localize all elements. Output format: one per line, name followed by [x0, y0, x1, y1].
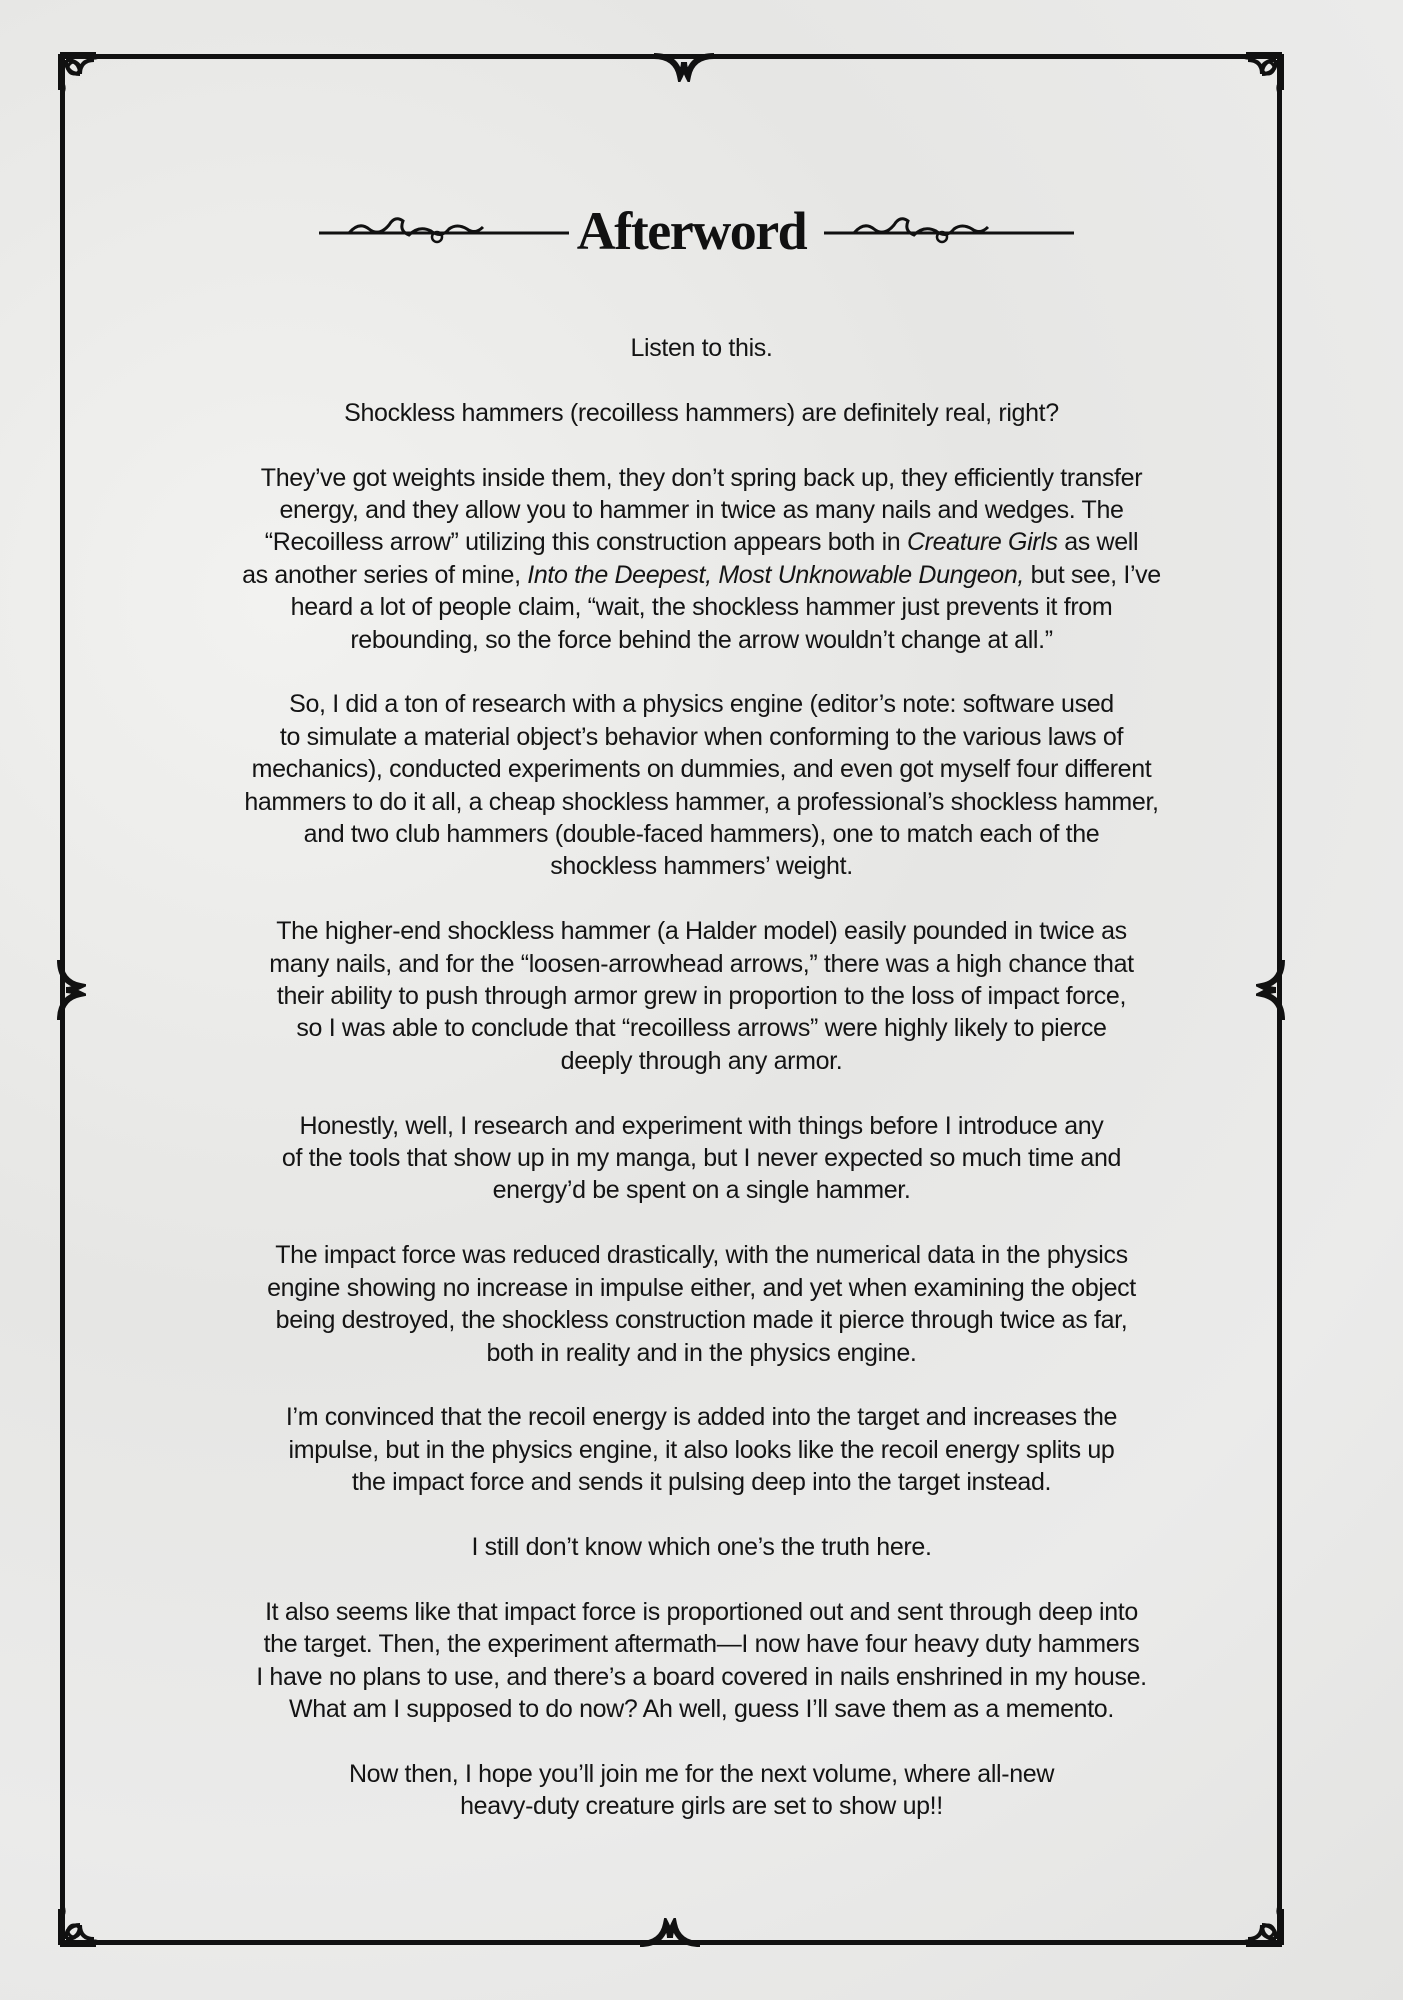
text-line	[110, 559, 1293, 591]
flourish-right-icon	[814, 211, 1084, 251]
text-line: hammers to do it all, a cheap shockless hammer, a professional’s shockless hammer,	[244, 787, 1159, 816]
italic-title-text: Into the Deepest, Most Unknowable Dungeon,	[527, 560, 1025, 589]
text-line: the target. Then, the experiment aftermath—I now have four heavy duty hammers	[263, 1630, 1140, 1659]
left-notch-ornament-icon	[56, 958, 86, 1022]
text-line: deeply through any armor.	[560, 1046, 843, 1075]
text-line: energy’d be spent on a single hammer.	[492, 1176, 911, 1205]
text-line: to simulate a material object’s behavior when conforming to the various laws of	[279, 722, 1124, 751]
paragraph	[110, 462, 1293, 656]
text-line: many nails, and for the “loosen-arrowhead arrows,” there was a high chance that	[269, 949, 1134, 978]
text-line: the impact force and sends it pulsing deep into the target instead.	[351, 1468, 1052, 1497]
text-line: I still don’t know which one’s the truth here.	[471, 1532, 932, 1561]
text-line: Listen to this.	[630, 334, 773, 362]
text-line: rebounding, so the force behind the arrow wouldn’t change at all.”	[350, 625, 1053, 654]
text-segment: as another series of mine,	[242, 560, 528, 589]
text-line: and two club hammers (double-faced hammers), one to match each of the	[303, 820, 1100, 849]
text-line: energy, and they allow you to hammer in twice as many nails and wedges. The	[279, 496, 1124, 524]
paragraph	[110, 1531, 1293, 1563]
text-line: The higher-end shockless hammer (a Halder model) easily pounded in twice as	[276, 917, 1127, 946]
text-line: Now then, I hope you’ll join me for the next volume, where all-new	[348, 1759, 1055, 1788]
bottom-notch-ornament-icon	[638, 1918, 702, 1948]
corner-ornament-top-left-icon	[56, 50, 136, 130]
text-line: It also seems like that impact force is proportioned out and sent through deep into	[265, 1597, 1138, 1626]
text-line: So, I did a ton of research with a physics engine (editor’s note: software used	[289, 690, 1114, 719]
italic-title-text: Creature Girls	[906, 528, 1058, 557]
text-line: so I was able to conclude that “recoilless arrows” were highly likely to pierce	[296, 1014, 1107, 1043]
text-line: I’m convinced that the recoil energy is added into the target and increases the	[285, 1403, 1118, 1432]
text-line: of the tools that show up in my manga, but I never expected so much time and	[281, 1144, 1122, 1173]
text-line: What am I supposed to do now? Ah well, guess I’ll save them as a memento.	[289, 1694, 1114, 1723]
text-line: shockless hammers’ weight.	[550, 852, 853, 881]
text-line: Honestly, well, I research and experiment with things before I introduce any	[299, 1111, 1104, 1140]
paragraph	[110, 1110, 1293, 1207]
text-segment: as well	[1057, 528, 1139, 557]
text-line: their ability to push through armor grew in proportion to the loss of impact force,	[276, 982, 1127, 1011]
page-title: Afterword	[576, 201, 807, 261]
text-line: I have no plans to use, and there’s a board covered in nails enshrined in my house.	[256, 1662, 1147, 1691]
title-row	[0, 200, 1403, 262]
text-line: heavy-duty creature girls are set to show up!!	[460, 1792, 943, 1821]
corner-ornament-top-right-icon	[1206, 50, 1286, 130]
paragraph	[110, 688, 1293, 882]
top-notch-ornament-icon	[652, 52, 716, 82]
text-line: impulse, but in the physics engine, it also looks like the recoil energy splits up	[288, 1435, 1115, 1464]
paragraph	[110, 1401, 1293, 1498]
paragraph	[110, 397, 1293, 429]
text-line: They’ve got weights inside them, they don’t spring back up, they efficiently transfer	[260, 463, 1143, 492]
text-line	[110, 526, 1293, 558]
text-line: mechanics), conducted experiments on dummies, and even got myself four different	[251, 755, 1152, 784]
paragraph	[110, 1758, 1293, 1823]
paragraph	[110, 1596, 1293, 1726]
text-line: engine showing no increase in impulse either, and yet when examining the object	[267, 1273, 1136, 1302]
text-line: both in reality and in the physics engine.	[486, 1338, 917, 1367]
text-line: heard a lot of people claim, “wait, the shockless hammer just prevents it from	[290, 593, 1113, 622]
flourish-left-icon	[319, 211, 569, 251]
paragraph	[110, 1239, 1293, 1369]
text-line: being destroyed, the shockless construction made it pierce through twice as far,	[275, 1306, 1128, 1335]
corner-ornament-bottom-right-icon	[1206, 1869, 1286, 1949]
corner-ornament-bottom-left-icon	[56, 1869, 136, 1949]
text-line: Shockless hammers (recoilless hammers) are definitely real, right?	[344, 398, 1059, 427]
paragraph	[110, 332, 1293, 364]
paragraph	[110, 915, 1293, 1077]
text-line: The impact force was reduced drastically, with the numerical data in the physics	[275, 1241, 1128, 1270]
text-segment: but see, I’ve	[1024, 560, 1161, 589]
afterword-body	[110, 332, 1293, 1855]
text-segment: “Recoilless arrow” utilizing this construction appears both in	[264, 528, 907, 557]
